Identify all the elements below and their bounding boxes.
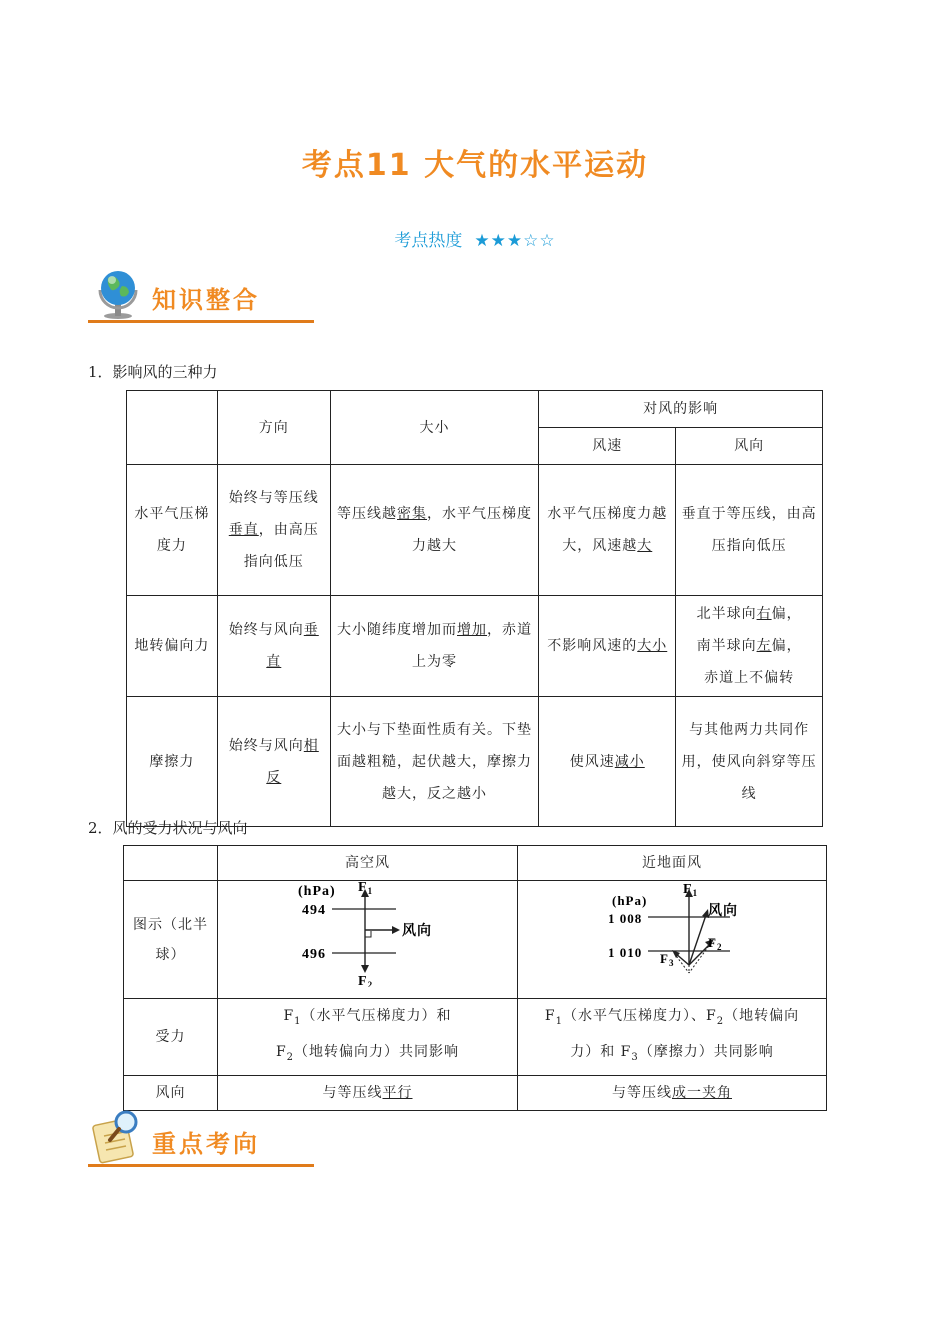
isobar-label-bottom: 1 010 <box>608 945 643 960</box>
section-label: 重点考向 <box>152 1130 260 1158</box>
col-wind-dir: 风向 <box>676 428 823 465</box>
row-name: 地转偏向力 <box>127 596 218 697</box>
f3-label: $F_3$ <box>660 951 675 968</box>
isobar-label-bottom: 496 <box>302 947 326 962</box>
cell-size: 等压线越密集，水平气压梯度力越大 <box>330 465 539 596</box>
row-label-direction: 风向 <box>124 1075 218 1110</box>
section-rule <box>88 320 314 323</box>
table-row <box>127 697 823 827</box>
heat-stars: ★★★☆☆ <box>474 231 556 251</box>
cell-direction: 始终与等压线垂直，由高压指向低压 <box>217 465 330 596</box>
cell-size: 大小随纬度增加而增加，赤道上为零 <box>330 596 539 697</box>
cell-low-direction: 与等压线成一夹角 <box>518 1075 827 1110</box>
row-label-force: 受力 <box>124 999 218 1076</box>
heat-line <box>0 226 950 251</box>
cell-size: 大小与下垫面性质有关。下垫面越粗糙，起伏越大，摩擦力越大，反之越小 <box>330 697 539 827</box>
cell-direction: 始终与风向垂直 <box>217 596 330 697</box>
cell-high-direction: 与等压线平行 <box>218 1075 518 1110</box>
question-2-title: 2．风的受力状况与风向 <box>88 819 248 837</box>
f2-label: $F_2$ <box>358 974 374 987</box>
table-row <box>127 465 823 596</box>
heat-label: 考点热度 <box>394 231 463 251</box>
col-high-wind: 高空风 <box>218 846 518 881</box>
f2-label: $F_2$ <box>708 935 723 952</box>
cell-speed: 水平气压梯度力越大，风速越大 <box>539 465 676 596</box>
cell-speed: 使风速减小 <box>539 697 676 827</box>
table-row <box>124 1075 827 1110</box>
cell-wind: 与其他两力共同作用，使风向斜穿等压线 <box>676 697 823 827</box>
wind-force-table <box>123 845 827 1111</box>
section-rule <box>88 1164 314 1167</box>
globe-icon <box>92 264 144 320</box>
low-wind-diagram-cell <box>518 881 827 999</box>
cell-wind: 北半球向右偏， 南半球向左偏， 赤道上不偏转 <box>676 596 823 697</box>
table-corner <box>127 391 218 465</box>
col-effect: 对风的影响 <box>539 391 823 428</box>
cell-low-force: $F_1$（水平气压梯度力）、$F_2$（地转偏向 力）和 $F_3$（摩擦力）共同影响 <box>518 999 827 1076</box>
high-wind-diagram-cell <box>218 881 518 999</box>
section-header-knowledge <box>88 264 316 328</box>
low-wind-diagram <box>518 881 826 987</box>
row-name: 水平气压梯度力 <box>127 465 218 596</box>
section-label: 知识整合 <box>152 286 260 314</box>
forces-table <box>126 390 823 827</box>
cell-high-force: $F_1$（水平气压梯度力）和 $F_2$（地转偏向力）共同影响 <box>218 999 518 1076</box>
arrow-wind <box>689 915 706 965</box>
unit-label: (hPa) <box>298 884 336 899</box>
col-direction: 方向 <box>217 391 330 465</box>
table-row <box>127 596 823 697</box>
cell-speed: 不影响风速的大小 <box>539 596 676 697</box>
wind-label: 风向 <box>402 923 432 939</box>
cell-wind: 垂直于等压线，由高压指向低压 <box>676 465 823 596</box>
table-row <box>124 881 827 999</box>
isobar-label-top: 1 008 <box>608 911 643 926</box>
col-speed: 风速 <box>539 428 676 465</box>
high-wind-diagram <box>218 881 517 987</box>
wind-label: 风向 <box>708 903 738 919</box>
isobar-label-top: 494 <box>302 903 326 918</box>
question-1-title: 1．影响风的三种力 <box>88 363 218 381</box>
table-corner <box>124 846 218 881</box>
section-header-focus <box>88 1108 316 1172</box>
page-title: 考点11 大气的水平运动 <box>301 148 649 183</box>
col-size: 大小 <box>330 391 539 465</box>
notepad-magnifier-icon <box>92 1108 144 1164</box>
row-name: 摩擦力 <box>127 697 218 827</box>
row-label-diagram: 图示（北半球） <box>124 881 218 999</box>
unit-label: (hPa) <box>612 893 648 908</box>
cell-direction: 始终与风向相反 <box>217 697 330 827</box>
table-row <box>124 999 827 1076</box>
col-low-wind: 近地面风 <box>518 846 827 881</box>
f1-label: $F_1$ <box>683 882 699 898</box>
f1-label: $F_1$ <box>358 881 374 896</box>
